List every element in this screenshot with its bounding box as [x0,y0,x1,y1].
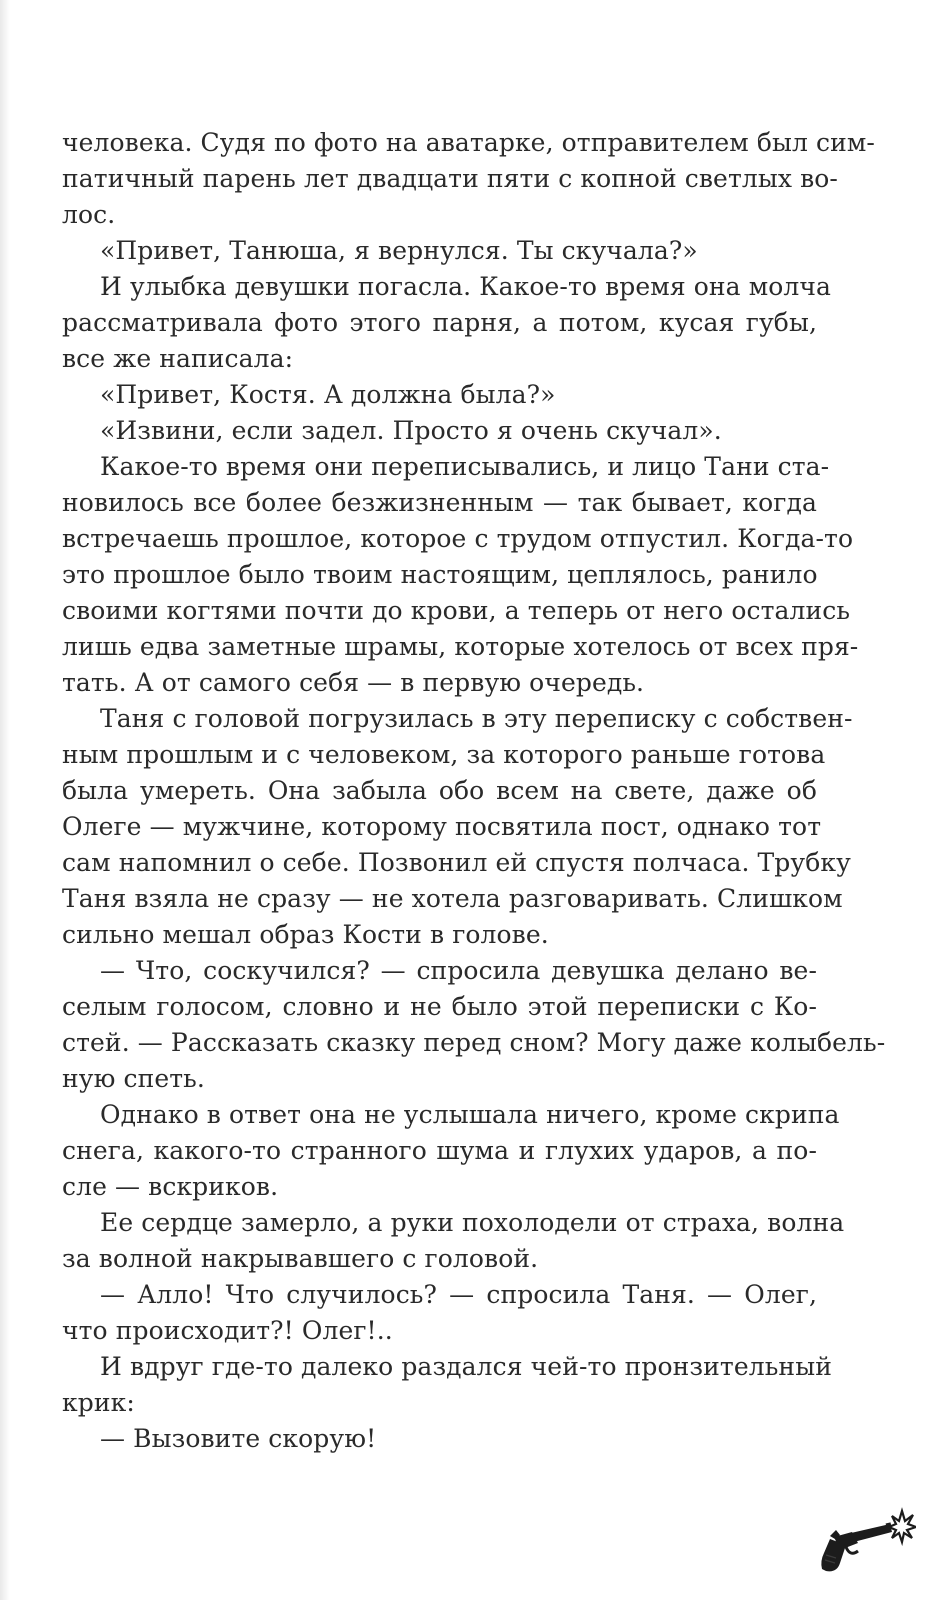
text-line: патичный парень лет двадцати пяти с копной светлых во- [62,164,838,193]
text-line: Какое-то время они переписывались, и лицо Тани ста- [100,452,830,481]
text-line: ным прошлым и с человеком, за которого раньше готова [62,740,826,769]
text-line: селым голосом, словно и не было этой переписки с Ко- [62,992,817,1021]
text-line: что происходит?! Олег!.. [62,1316,393,1345]
page-text [62,125,886,1457]
text-line: И вдруг где-то далеко раздался чей-то пронзительный [100,1352,832,1381]
text-line: — Что, соскучился? — спросила девушка делано ве- [100,956,817,985]
text-line: сильно мешал образ Кости в голове. [62,920,549,949]
text-line: была умереть. Она забыла обо всем на свете, даже об [62,776,817,805]
text-line: стей. — Рассказать сказку перед сном? Могу даже колыбель- [62,1028,886,1057]
text-line: «Извини, если задел. Просто я очень скучал». [100,416,722,445]
text-line: новилось все более безжизненным — так бывает, когда [62,488,817,517]
text-line: человека. Судя по фото на аватарке, отправителем был сим- [62,128,875,157]
text-line: Олеге — мужчине, которому посвятила пост, однако тот [62,812,822,841]
text-line: Таня с головой погрузилась в эту переписку с собствен- [100,704,853,733]
text-line: Однако в ответ она не услышала ничего, кроме скрипа [100,1100,840,1129]
text-line: Ее сердце замерло, а руки похолодели от страха, волна [100,1208,845,1237]
muzzle-flash-icon [889,1511,916,1542]
text-line: тать. А от самого себя — в первую очередь. [62,668,645,697]
text-line: — Алло! Что случилось? — спросила Таня. — Олег, [100,1280,817,1309]
text-line: «Привет, Танюша, я вернулся. Ты скучала?» [100,236,698,265]
text-line: лос. [62,200,116,229]
page-edge-shadow [0,0,10,1600]
text-line: ную спеть. [62,1064,205,1093]
revolver-firing-icon [816,1503,916,1575]
text-line: Таня взяла не сразу — не хотела разговаривать. Слишком [62,884,843,913]
text-line: это прошлое было твоим настоящим, цеплялось, ранило [62,560,818,589]
text-line: за волной накрывавшего с головой. [62,1244,539,1273]
text-line: лишь едва заметные шрамы, которые хотелось от всех пря- [62,632,859,661]
text-line: «Привет, Костя. А должна была?» [100,380,556,409]
text-line: крик: [62,1388,135,1417]
text-line: своими когтями почти до крови, а теперь от него остались [62,596,851,625]
text-line: снега, какого-то странного шума и глухих ударов, а по- [62,1136,817,1165]
text-line: сам напомнил о себе. Позвонил ей спустя полчаса. Трубку [62,848,851,877]
text-line: — Вызовите скорую! [100,1424,377,1453]
text-line: рассматривала фото этого парня, а потом, кусая губы, [62,308,817,337]
text-line: сле — вскриков. [62,1172,279,1201]
text-line: И улыбка девушки погасла. Какое-то время она молча [100,272,832,301]
text-line: все же написала: [62,344,294,373]
text-line: встречаешь прошлое, которое с трудом отпустил. Когда-то [62,524,854,553]
